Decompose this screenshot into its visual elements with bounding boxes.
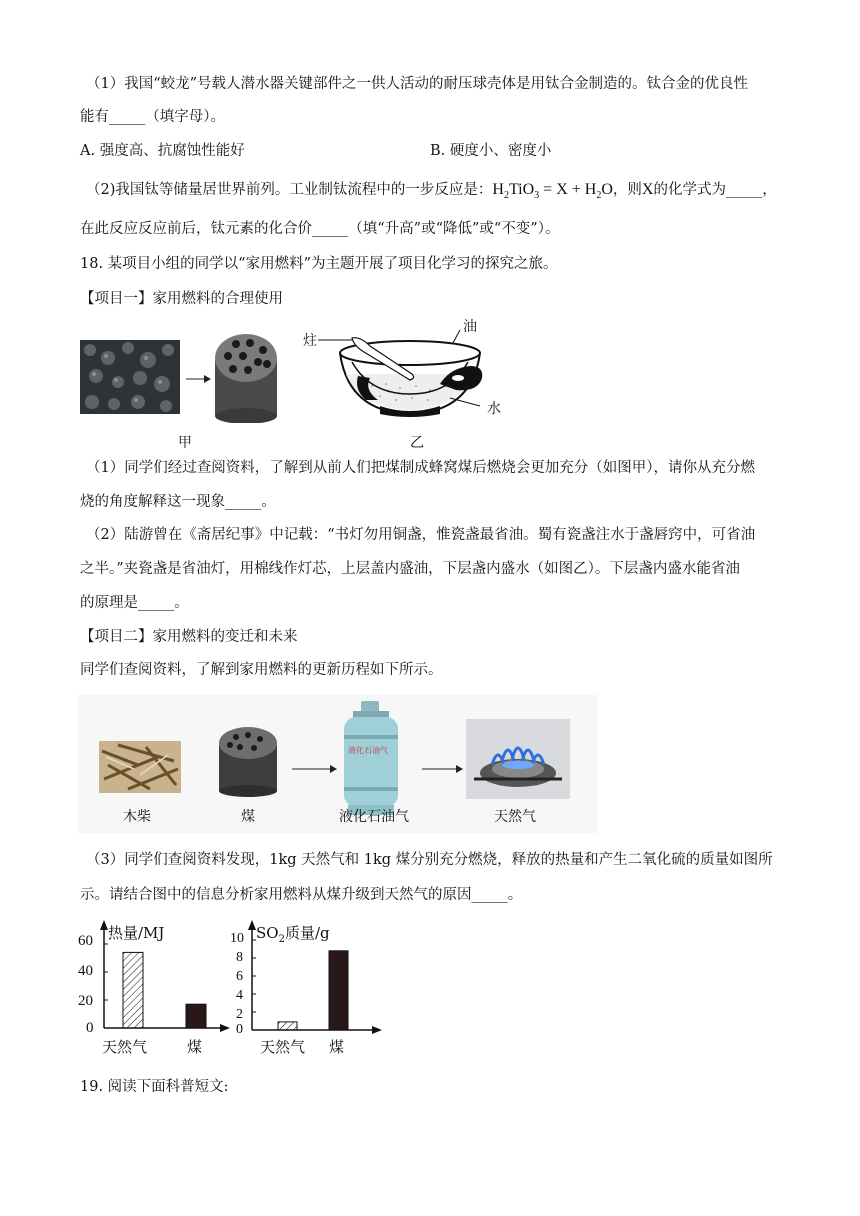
q17-part1-line2: 能有_____（填字母）。 [80, 109, 225, 125]
heat-chart-xlabel-natural-gas: 天然气 [102, 1038, 148, 1056]
gas-stove-image [466, 719, 570, 799]
q18-part2-line3: 的原理是_____。 [80, 595, 189, 611]
label-shui: 水 [487, 401, 501, 417]
y-tick-label: 40 [78, 963, 93, 979]
label-you: 油 [463, 319, 477, 335]
y-axis-arrow [248, 920, 256, 930]
figure-jia-caption: 甲 [178, 435, 192, 451]
y-tick-label: 6 [236, 969, 243, 984]
y-tick-label: 0 [86, 1020, 94, 1036]
bar-coal [329, 951, 348, 1030]
x-symbol: X [641, 181, 654, 198]
coal-briquette-image [219, 727, 277, 797]
q17-part2-end: 的化学式为_____， [653, 182, 777, 198]
q17-part2-middle: ，则 [612, 182, 642, 198]
q18-part3-line1: （3）同学们查阅资料发现，1kg 天然气和 1kg 煤分别充分燃烧，释放的热量和产生二氧化硫的质量如图所 [86, 852, 773, 868]
fuel-label-firewood: 木柴 [123, 809, 151, 825]
project1-heading: 【项目一】家用燃料的合理使用 [80, 291, 283, 307]
q17-option-b: B. 硬度小、密度小 [430, 143, 552, 159]
firewood-image [99, 741, 181, 793]
fuel-label-natural-gas: 天然气 [494, 809, 536, 825]
so2-chart-xlabel-natural-gas: 天然气 [260, 1038, 306, 1056]
q17-part2-prefix: （2)我国钛等储量居世界前列。工业制钛流程中的一步反应是： [86, 182, 493, 198]
q18-part1-line1: （1）同学们经过查阅资料，了解到从前人们把煤制成蜂窝煤后燃烧会更加充分（如图甲），请你从充分燃 [86, 460, 755, 476]
y-tick-label: 0 [236, 1022, 243, 1037]
lpg-tank-label: 液化石油气 [348, 746, 388, 755]
q19-heading: 19. 阅读下面科普短文: [80, 1079, 229, 1095]
q18-part2-line1: （2）陆游曾在《斋居纪事》中记载：“书灯勿用铜盏，惟瓷盏最省油。蜀有瓷盏注水于盏唇窍中，可省油 [86, 527, 756, 543]
figure-yi-oil-lamp [300, 316, 510, 431]
coal-lumps-photo [80, 340, 180, 414]
y-tick-label: 60 [78, 933, 93, 949]
y-axis-arrow [100, 920, 108, 930]
project2-heading: 【项目二】家用燃料的变迁和未来 [80, 629, 298, 645]
arrow-right-icon [186, 375, 211, 383]
heat-chart [74, 918, 234, 1058]
q18-part2-line2: 之半。”夹瓷盏是省油灯，用棉线作灯芯，上层盖内盛油，下层盏内盛水（如图乙）。下层盏内盛水能省油 [80, 561, 740, 577]
heat-chart-xlabel-coal: 煤 [187, 1038, 203, 1056]
q17-part2-line1 [86, 180, 777, 206]
reaction-formula: $H_2TiO_3 = X + H_2O$ [492, 181, 613, 202]
heat-chart-ylabel: 热量/MJ [108, 924, 165, 942]
project2-intro: 同学们查阅资料，了解到家用燃料的更新历程如下所示。 [80, 662, 443, 678]
bar-coal [186, 1004, 206, 1028]
label-zhu: 炷 [303, 333, 317, 349]
q17-option-a: A. 强度高、抗腐蚀性能好 [80, 143, 245, 159]
so2-chart-xlabel-coal: 煤 [329, 1038, 345, 1056]
y-tick-label: 10 [230, 931, 244, 946]
lpg-tank-image [344, 701, 398, 815]
so2-chart [228, 918, 388, 1058]
honeycomb-briquette-image [215, 334, 277, 423]
so2-chart-ylabel: $SO_2$质量/g [256, 924, 330, 945]
q18-part3-line2: 示。请结合图中的信息分析家用燃料从煤升级到天然气的原因_____。 [80, 887, 523, 903]
q18-intro: 18. 某项目小组的同学以“家用燃料”为主题开展了项目化学习的探究之旅。 [80, 256, 558, 272]
fuel-label-lpg: 液化石油气 [339, 809, 409, 825]
y-tick-label: 4 [236, 988, 243, 1003]
bar-natural-gas [123, 952, 143, 1028]
y-tick-label: 8 [236, 950, 243, 965]
fuel-label-coal: 煤 [241, 809, 255, 825]
figure-yi-caption: 乙 [410, 435, 424, 451]
y-tick-label: 20 [78, 993, 93, 1009]
bar-natural-gas [278, 1022, 297, 1030]
q18-part1-line2: 烧的角度解释这一现象_____。 [80, 494, 276, 510]
q17-part2-line2: 在此反应反应前后，钛元素的化合价_____（填“升高”或“降低”或“不变”）。 [80, 221, 560, 237]
y-tick-label: 2 [236, 1007, 243, 1022]
x-axis-arrow [372, 1026, 382, 1034]
q17-part1-line1: （1）我国“蛟龙”号载人潜水器关键部件之一供人活动的耐压球壳体是用钛合金制造的。钛合金的优良性 [86, 76, 749, 92]
figure-jia [78, 318, 278, 423]
